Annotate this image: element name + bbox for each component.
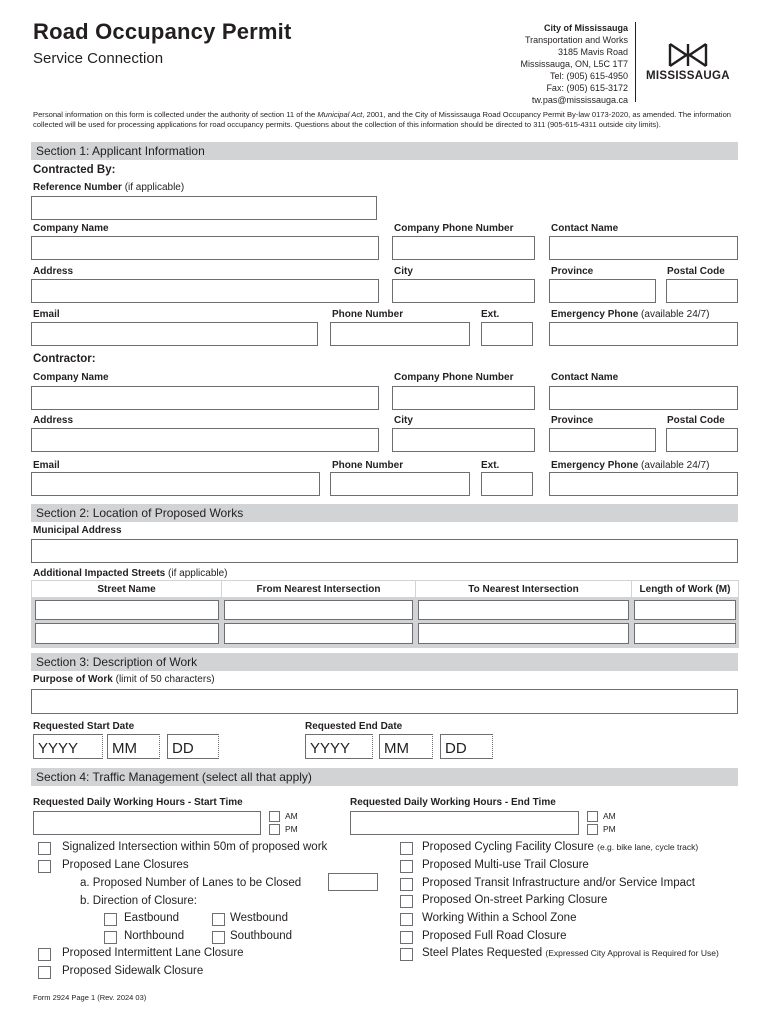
- applicant-postal-code-field[interactable]: [666, 279, 738, 303]
- city-address-block: [470, 22, 628, 106]
- lane-closures-label: Proposed Lane Closures: [62, 859, 189, 871]
- end-pm-checkbox[interactable]: [587, 824, 598, 835]
- sidewalk-label: Proposed Sidewalk Closure: [62, 965, 204, 977]
- signalized-checkbox[interactable]: [38, 842, 51, 855]
- end-am-checkbox[interactable]: [587, 811, 598, 822]
- intermittent-label: Proposed Intermittent Lane Closure: [62, 947, 244, 959]
- municipal-address-label: Municipal Address: [33, 525, 122, 536]
- col-length-of-work: Length of Work (M): [632, 581, 738, 597]
- contractor-company-phone-field[interactable]: [392, 386, 535, 410]
- start-am-checkbox[interactable]: [269, 811, 280, 822]
- to-intersection-field-1[interactable]: [418, 600, 629, 620]
- streets-table: [31, 580, 739, 648]
- purpose-of-work-field[interactable]: [31, 689, 738, 714]
- header-divider: [635, 22, 636, 102]
- onstreet-checkbox[interactable]: [400, 895, 413, 908]
- northbound-label: Northbound: [124, 930, 185, 942]
- contractor-email-label: Email: [33, 460, 60, 471]
- transit-label: Proposed Transit Infrastructure and/or Service Impact: [422, 877, 695, 889]
- street-name-field-2[interactable]: [35, 623, 219, 644]
- cycling-label: Proposed Cycling Facility Closure (e.g. bike lane, cycle track): [422, 841, 699, 853]
- contractor-heading: Contractor:: [33, 353, 96, 365]
- ext-label: Ext.: [481, 309, 500, 320]
- contractor-city-field[interactable]: [392, 428, 535, 452]
- form-subtitle: Service Connection: [33, 50, 164, 67]
- end-date-label: Requested End Date: [305, 721, 403, 732]
- northbound-checkbox[interactable]: [104, 931, 117, 944]
- address-label: Address: [33, 266, 74, 277]
- start-am-label: AM: [285, 811, 298, 821]
- signalized-label: Signalized Intersection within 50m of proposed work: [62, 841, 328, 853]
- end-day-field[interactable]: DD: [440, 734, 493, 759]
- col-to-intersection: To Nearest Intersection: [416, 581, 631, 597]
- end-am-label: AM: [603, 811, 616, 821]
- applicant-ext-field[interactable]: [481, 322, 533, 346]
- school-zone-checkbox[interactable]: [400, 913, 413, 926]
- contractor-phone-field[interactable]: [330, 472, 470, 496]
- applicant-company-name-field[interactable]: [31, 236, 379, 260]
- eastbound-label: Eastbound: [124, 912, 179, 924]
- onstreet-label: Proposed On-street Parking Closure: [422, 894, 608, 906]
- end-pm-label: PM: [603, 824, 616, 834]
- applicant-address-field[interactable]: [31, 279, 379, 303]
- logo-wordmark: MISSISSAUGA: [646, 70, 730, 82]
- org-name: City of Mississauga: [543, 23, 628, 33]
- dept-name: Transportation and Works: [524, 35, 628, 45]
- steel-plates-label: Steel Plates Requested (Expressed City Approval is Required for Use): [422, 947, 719, 959]
- contractor-emergency-phone-label: Emergency Phone (available 24/7): [551, 460, 710, 471]
- city-line: Mississauga, ON, L5C 1T7: [520, 59, 628, 69]
- contractor-email-field[interactable]: [31, 472, 320, 496]
- start-time-label: Requested Daily Working Hours - Start Time: [33, 797, 243, 808]
- steel-plates-checkbox[interactable]: [400, 948, 413, 961]
- sidewalk-checkbox[interactable]: [38, 966, 51, 979]
- contractor-ext-field[interactable]: [481, 472, 533, 496]
- section1-header: Section 1: Applicant Information: [31, 142, 738, 160]
- applicant-contact-name-field[interactable]: [549, 236, 738, 260]
- num-lanes-label: a. Proposed Number of Lanes to be Closed: [80, 877, 302, 889]
- multiuse-checkbox[interactable]: [400, 860, 413, 873]
- contractor-address-field[interactable]: [31, 428, 379, 452]
- start-pm-checkbox[interactable]: [269, 824, 280, 835]
- privacy-notice: [33, 110, 738, 130]
- applicant-email-field[interactable]: [31, 322, 318, 346]
- cycling-checkbox[interactable]: [400, 842, 413, 855]
- contractor-postal-code-field[interactable]: [666, 428, 738, 452]
- lane-closures-checkbox[interactable]: [38, 860, 51, 873]
- num-lanes-field[interactable]: [328, 873, 378, 891]
- westbound-checkbox[interactable]: [212, 913, 225, 926]
- postal-code-label: Postal Code: [667, 266, 725, 277]
- municipal-address-field[interactable]: [31, 539, 738, 563]
- contact-name-label: Contact Name: [551, 223, 619, 234]
- length-of-work-field-1[interactable]: [634, 600, 736, 620]
- applicant-company-phone-field[interactable]: [392, 236, 535, 260]
- contractor-city-label: City: [394, 415, 413, 426]
- start-pm-label: PM: [285, 824, 298, 834]
- emergency-phone-label: Emergency Phone (available 24/7): [551, 309, 710, 320]
- start-day-field[interactable]: DD: [167, 734, 219, 759]
- mississauga-logo: [646, 42, 732, 82]
- contractor-company-name-label: Company Name: [33, 372, 109, 383]
- intermittent-checkbox[interactable]: [38, 948, 51, 961]
- southbound-label: Southbound: [230, 930, 293, 942]
- contractor-company-phone-label: Company Phone Number: [394, 372, 514, 383]
- direction-label: b. Direction of Closure:: [80, 895, 197, 907]
- contractor-address-label: Address: [33, 415, 74, 426]
- street-address: 3185 Mavis Road: [557, 47, 628, 57]
- contracted-by-heading: Contracted By:: [33, 164, 116, 176]
- school-zone-label: Working Within a School Zone: [422, 912, 577, 924]
- section4-header: Section 4: Traffic Management (select all that apply): [31, 768, 738, 786]
- applicant-phone-field[interactable]: [330, 322, 470, 346]
- contractor-postal-code-label: Postal Code: [667, 415, 725, 426]
- form-title: Road Occupancy Permit: [33, 19, 292, 44]
- contractor-emergency-phone-field[interactable]: [549, 472, 738, 496]
- reference-number-label: Reference Number (if applicable): [33, 182, 185, 193]
- notice-act-name: Municipal Act: [317, 110, 363, 119]
- notice-text-before: Personal information on this form is collected under the authority of section 11 of the: [33, 110, 318, 119]
- start-time-field[interactable]: [33, 811, 261, 835]
- col-from-intersection: From Nearest Intersection: [222, 581, 415, 597]
- tel-line: Tel: (905) 615-4950: [549, 71, 628, 81]
- contractor-contact-name-label: Contact Name: [551, 372, 619, 383]
- section3-header: Section 3: Description of Work: [31, 653, 738, 671]
- email-line: tw.pas@mississauga.ca: [531, 95, 628, 105]
- applicant-emergency-phone-field[interactable]: [549, 322, 738, 346]
- contractor-province-label: Province: [551, 415, 594, 426]
- contractor-phone-label: Phone Number: [332, 460, 404, 471]
- contractor-province-field[interactable]: [549, 428, 656, 452]
- phone-label: Phone Number: [332, 309, 404, 320]
- from-intersection-field-2[interactable]: [224, 623, 413, 644]
- purpose-label: Purpose of Work (limit of 50 characters): [33, 674, 215, 685]
- full-road-label: Proposed Full Road Closure: [422, 930, 567, 942]
- province-label: Province: [551, 266, 594, 277]
- applicant-city-field[interactable]: [392, 279, 535, 303]
- street-name-field-1[interactable]: [35, 600, 219, 620]
- form-footer: Form 2924 Page 1 (Rev. 2024 03): [33, 993, 147, 1002]
- eastbound-checkbox[interactable]: [104, 913, 117, 926]
- col-street-name: Street Name: [32, 581, 221, 597]
- company-name-label: Company Name: [33, 223, 109, 234]
- contractor-ext-label: Ext.: [481, 460, 500, 471]
- contractor-company-name-field[interactable]: [31, 386, 379, 410]
- applicant-province-field[interactable]: [549, 279, 656, 303]
- notice-text-after: , 2001, and the City of Mississauga Road Occupancy Permit By-law 0173-2020, as amended. The information collected will be used for processing applications for road occupancy permits. Questions about the collection of this information should be directed to 311 (905-615-4311 outside city limits).: [33, 110, 732, 129]
- section2-header: Section 2: Location of Proposed Works: [31, 504, 738, 522]
- additional-streets-label: Additional Impacted Streets (if applicable): [33, 568, 228, 579]
- end-time-field[interactable]: [350, 811, 579, 835]
- logo-mark-icon: [668, 42, 708, 68]
- full-road-checkbox[interactable]: [400, 931, 413, 944]
- multiuse-label: Proposed Multi-use Trail Closure: [422, 859, 589, 871]
- contractor-contact-name-field[interactable]: [549, 386, 738, 410]
- westbound-label: Westbound: [230, 912, 288, 924]
- southbound-checkbox[interactable]: [212, 931, 225, 944]
- end-year-field[interactable]: YYYY: [305, 734, 373, 759]
- company-phone-label: Company Phone Number: [394, 223, 514, 234]
- city-label: City: [394, 266, 413, 277]
- end-month-field[interactable]: MM: [379, 734, 433, 759]
- fax-line: Fax: (905) 615-3172: [546, 83, 628, 93]
- start-date-label: Requested Start Date: [33, 721, 135, 732]
- reference-number-field[interactable]: [31, 196, 377, 220]
- to-intersection-field-2[interactable]: [418, 623, 629, 644]
- length-of-work-field-2[interactable]: [634, 623, 736, 644]
- transit-checkbox[interactable]: [400, 878, 413, 891]
- start-year-field[interactable]: YYYY: [33, 734, 103, 759]
- end-time-label: Requested Daily Working Hours - End Time: [350, 797, 556, 808]
- start-month-field[interactable]: MM: [107, 734, 160, 759]
- email-label: Email: [33, 309, 60, 320]
- from-intersection-field-1[interactable]: [224, 600, 413, 620]
